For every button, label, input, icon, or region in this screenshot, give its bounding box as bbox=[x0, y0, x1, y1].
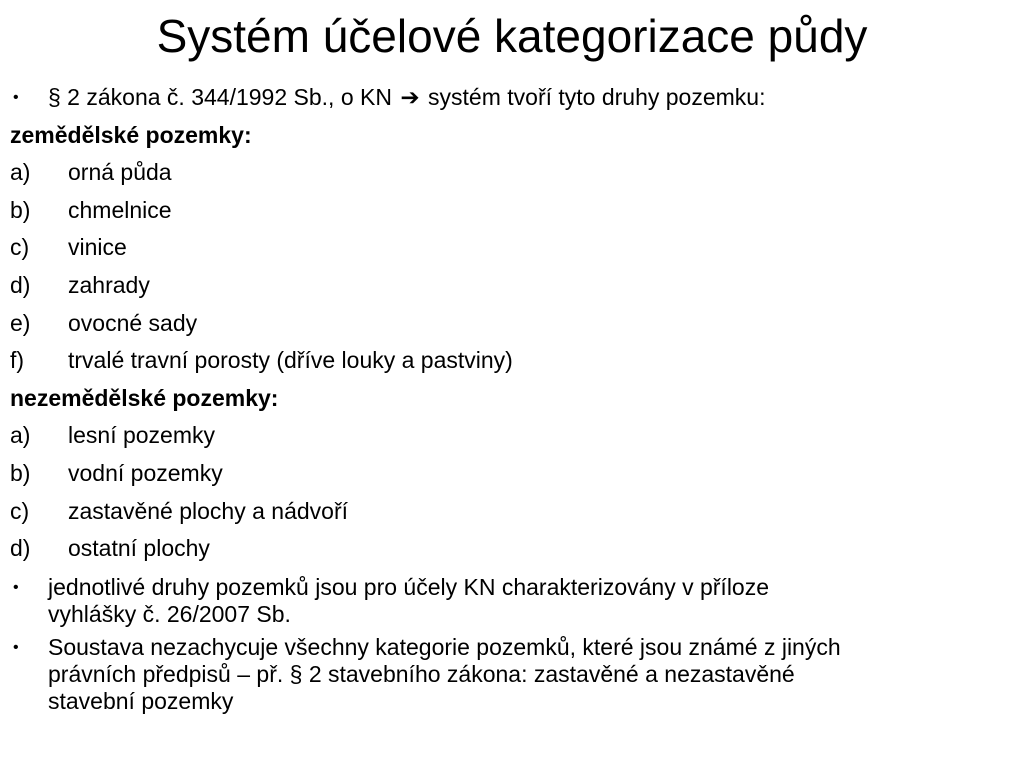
list-item bbox=[10, 229, 1016, 267]
non-agricultural-heading: nezemědělské pozemky: bbox=[10, 384, 279, 411]
list-text: vodní pozemky bbox=[68, 459, 223, 486]
bullet-icon: • bbox=[13, 638, 19, 656]
list-letter: c) bbox=[10, 234, 30, 261]
list-letter: d) bbox=[10, 271, 31, 298]
intro-text-after: systém tvoří tyto druhy pozemku: bbox=[428, 84, 766, 110]
note-line: stavební pozemky bbox=[48, 687, 234, 714]
note-bullet bbox=[10, 634, 1016, 715]
note-bullet bbox=[10, 574, 1016, 628]
note-line: jednotlivé druhy pozemků jsou pro účely KN charakterizovány v příloze bbox=[48, 573, 770, 600]
list-item bbox=[10, 305, 1016, 343]
list-text: orná půda bbox=[68, 159, 172, 186]
note-line: právních předpisů – př. § 2 stavebního zákona: zastavěné a nezastavěné bbox=[48, 660, 795, 687]
intro-text-before: § 2 zákona č. 344/1992 Sb., o KN bbox=[48, 84, 392, 110]
list-text: ovocné sady bbox=[68, 309, 198, 336]
list-letter: b) bbox=[10, 196, 31, 223]
list-item bbox=[10, 417, 1016, 455]
list-item bbox=[10, 493, 1016, 531]
list-letter: e) bbox=[10, 309, 31, 336]
list-letter: f) bbox=[10, 347, 25, 374]
slide-content bbox=[10, 79, 1016, 715]
list-item bbox=[10, 530, 1016, 568]
bullet-icon: • bbox=[13, 89, 19, 106]
list-letter: b) bbox=[10, 459, 31, 486]
intro-bullet bbox=[10, 79, 1016, 117]
list-item bbox=[10, 192, 1016, 230]
list-text: zastavěné plochy a nádvoří bbox=[68, 497, 349, 524]
list-letter: d) bbox=[10, 535, 31, 562]
note-line: vyhlášky č. 26/2007 Sb. bbox=[48, 600, 291, 627]
list-letter: a) bbox=[10, 159, 31, 186]
list-letter: c) bbox=[10, 497, 30, 524]
list-item bbox=[10, 342, 1016, 380]
list-text: vinice bbox=[68, 234, 127, 261]
list-item bbox=[10, 267, 1016, 305]
list-text: trvalé travní porosty (dříve louky a pastviny) bbox=[68, 347, 513, 374]
list-text: zahrady bbox=[68, 271, 150, 298]
list-text: ostatní plochy bbox=[68, 535, 210, 562]
list-text: chmelnice bbox=[68, 196, 172, 223]
list-item bbox=[10, 154, 1016, 192]
agricultural-heading: zemědělské pozemky: bbox=[10, 121, 252, 148]
note-line: Soustava nezachycuje všechny kategorie pozemků, které jsou známé z jiných bbox=[48, 633, 841, 660]
list-item bbox=[10, 455, 1016, 493]
arrow-right-icon: ➔ bbox=[400, 84, 420, 110]
list-letter: a) bbox=[10, 422, 31, 449]
slide-title: Systém účelové kategorizace půdy bbox=[156, 10, 868, 62]
list-text: lesní pozemky bbox=[68, 422, 216, 449]
bullet-icon: • bbox=[13, 578, 19, 596]
